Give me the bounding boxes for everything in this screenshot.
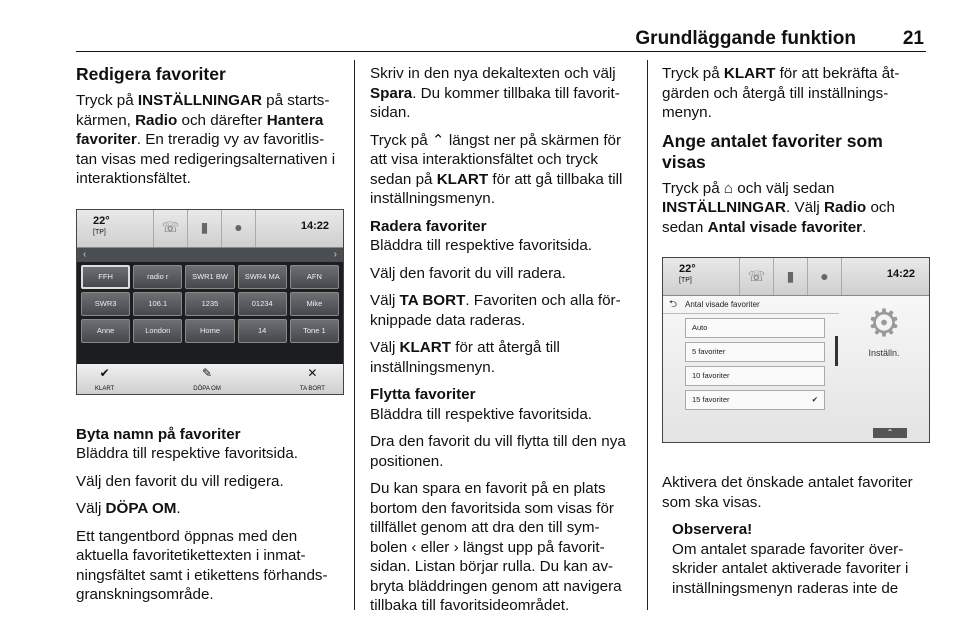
paragraph: Välj TA BORT. Favoriten och alla för-knippade data raderas. — [370, 292, 621, 329]
paragraph: Tryck på ⌃ längst ner på skärmen för att visa interaktionsfältet och tryck sedan på KLART för att gå tillbaka till inställningsmenyn. — [370, 131, 623, 207]
favorite-button: SWR3 — [81, 292, 130, 316]
close-icon: ✕ — [307, 365, 318, 380]
bold-term: Hantera favoriter — [76, 111, 324, 148]
dopa-om-action: ✎ DÖPA OM — [193, 365, 221, 392]
favorite-button: 1235 — [185, 292, 234, 316]
back-icon: ⮌ — [669, 298, 678, 310]
column-divider — [647, 60, 648, 610]
favorites-grid — [77, 262, 343, 346]
home-icon: ⌂ — [723, 179, 734, 197]
paragraph: Välj den favorit du vill redigera. — [76, 472, 284, 490]
page-number: 21 — [902, 28, 924, 49]
paragraph: Bläddra till respektive favoritsida. — [370, 237, 593, 254]
subheading: Flytta favoriter — [370, 386, 476, 403]
chevron-up-icon: ⌃ — [431, 131, 445, 149]
favorite-button: Mike — [290, 292, 339, 316]
settings-panel — [663, 296, 929, 442]
screen-status-bar — [663, 258, 929, 296]
bold-term: KLART — [399, 339, 452, 356]
option-item: Auto — [685, 318, 825, 338]
column-middle — [370, 64, 635, 624]
option-item: 5 favoriter — [685, 342, 825, 362]
bold-term: Spara — [370, 84, 413, 102]
bold-term: KLART — [436, 170, 489, 188]
header-title: Grundläggande funktion — [635, 28, 856, 49]
settings-title: Antal visade favoriter — [685, 299, 760, 309]
clock: 14:22 — [255, 210, 343, 247]
bold-term: INSTÄLLNINGAR — [137, 92, 262, 109]
favorite-button: Tone 1 — [290, 319, 339, 343]
note-text: Om antalet sparade favoriter över-skrider antalet aktiverade favoriter i inställningsmenyn raderas inte de — [672, 540, 909, 597]
paragraph: Du kan spara en favorit på en plats bortom den favoritsida som visas för tillfället genom att dra den till sym-bolen ‹ eller › längst upp på favorit-sidan. Listan börjar rulla. Du kan av-bryta bläddringen genom att navigera tillbaka till favoritsideområdet. — [370, 480, 622, 614]
phone-icon: ☏ — [739, 258, 773, 295]
bold-term: Radio — [824, 199, 867, 216]
check-icon: ✔ — [811, 395, 818, 405]
tp-indicator: [TP] — [93, 228, 106, 236]
favorite-button: AFN — [290, 265, 339, 289]
favorite-button: SWR1 BW — [185, 265, 234, 289]
paragraph: Tryck på ⌂ och välj sedan INSTÄLLNINGAR. Välj Radio och sedan Antal visade favoriter. — [662, 179, 895, 236]
page-header — [76, 24, 926, 52]
favorites-screen-image — [76, 209, 344, 395]
text: Tryck på — [76, 92, 138, 109]
chevron-left-icon: ‹ — [83, 248, 87, 260]
check-icon: ✔ — [99, 365, 110, 380]
bold-term: INSTÄLLNINGAR — [662, 199, 787, 216]
subheading: Radera favoriter — [370, 217, 487, 235]
settings-header — [663, 296, 839, 314]
tp-indicator: [TP] — [679, 277, 692, 284]
favorite-button: FFH — [81, 265, 130, 289]
clock: 14:22 — [841, 258, 929, 295]
favorite-button: 106.1 — [133, 292, 182, 316]
circle-icon: ● — [221, 210, 255, 247]
option-item: 15 favoriter ✔ — [685, 390, 825, 410]
paragraph: Tryck på KLART för att bekräfta åt-gärden och återgå till inställnings-menyn. — [662, 65, 900, 121]
favorite-button: Anne — [81, 319, 130, 343]
section-heading: Ange antalet favoriter som visas — [662, 130, 883, 172]
chevron-up-icon: ⌃ — [873, 428, 907, 438]
section-heading: Redigera favoriter — [76, 64, 226, 84]
favorite-button: SWR4 MA — [238, 265, 287, 289]
settings-shortcut — [849, 304, 919, 364]
subheading: Byta namn på favoriter — [76, 425, 241, 443]
ta-bort-action: ✕ TA BORT — [299, 365, 325, 392]
paragraph: Dra den favorit du vill flytta till den nya positionen. — [370, 433, 626, 470]
interaction-bar — [77, 364, 343, 394]
temperature: 22° [TP] — [663, 258, 739, 295]
favorites-nav-bar — [77, 248, 343, 262]
paragraph: Välj KLART för att återgå till inställningsmenyn. — [370, 339, 560, 376]
chevron-right-icon: › — [333, 248, 337, 260]
column-divider — [354, 60, 355, 610]
text: . En treradig vy av favoritlis-tan visas med redigeringsalternativen i interaktionsfältet. — [76, 131, 336, 187]
device-icon: ▮ — [187, 210, 221, 247]
bold-term: DÖPA OM — [105, 500, 177, 517]
scrollbar — [835, 318, 839, 400]
paragraph: Välj DÖPA OM. — [76, 500, 181, 517]
paragraph: Ett tangentbord öppnas med den aktuella favoritetikettexten i inmat-ningsfältet samt i etikettens förhands-granskningsområde. — [76, 527, 328, 603]
favorite-button: Home — [185, 319, 234, 343]
note-box — [662, 520, 930, 598]
favorite-button: London — [133, 319, 182, 343]
paragraph: Aktivera det önskade antalet favoriter som ska visas. — [662, 474, 913, 511]
device-icon: ▮ — [773, 258, 807, 295]
gear-icon: ⚙ — [866, 303, 902, 345]
column-left — [76, 64, 344, 613]
bold-term: TA BORT — [399, 292, 466, 309]
note-title: Observera! — [672, 521, 753, 538]
pencil-icon: ✎ — [202, 365, 213, 380]
paragraph: Skriv in den nya dekaltexten och välj Spara. Du kommer tillbaka till favorit-sidan. — [370, 65, 620, 121]
favorite-button: 14 — [238, 319, 287, 343]
bold-term: KLART — [723, 65, 776, 82]
option-item: 10 favoriter — [685, 366, 825, 386]
bold-term: Radio — [135, 111, 178, 129]
circle-icon: ● — [807, 258, 841, 295]
paragraph — [76, 91, 344, 189]
paragraph: Bläddra till respektive favoritsida. — [370, 405, 593, 423]
temperature: 22° [TP] — [77, 210, 153, 247]
text: och därefter — [177, 111, 267, 129]
bold-term: Antal visade favoriter — [707, 218, 863, 236]
settings-screen-image — [662, 257, 930, 443]
phone-icon: ☏ — [153, 210, 187, 247]
paragraph: Välj den favorit du vill radera. — [370, 264, 566, 282]
column-right — [662, 64, 930, 598]
paragraph: Bläddra till respektive favoritsida. — [76, 445, 299, 462]
klart-action: ✔ KLART — [95, 365, 115, 392]
favorite-button: radio r — [133, 265, 182, 289]
favorite-button: 01234 — [238, 292, 287, 316]
settings-label: Inställn. — [868, 348, 900, 358]
text: på starts-kärmen, — [76, 92, 330, 129]
screen-status-bar — [77, 210, 343, 248]
